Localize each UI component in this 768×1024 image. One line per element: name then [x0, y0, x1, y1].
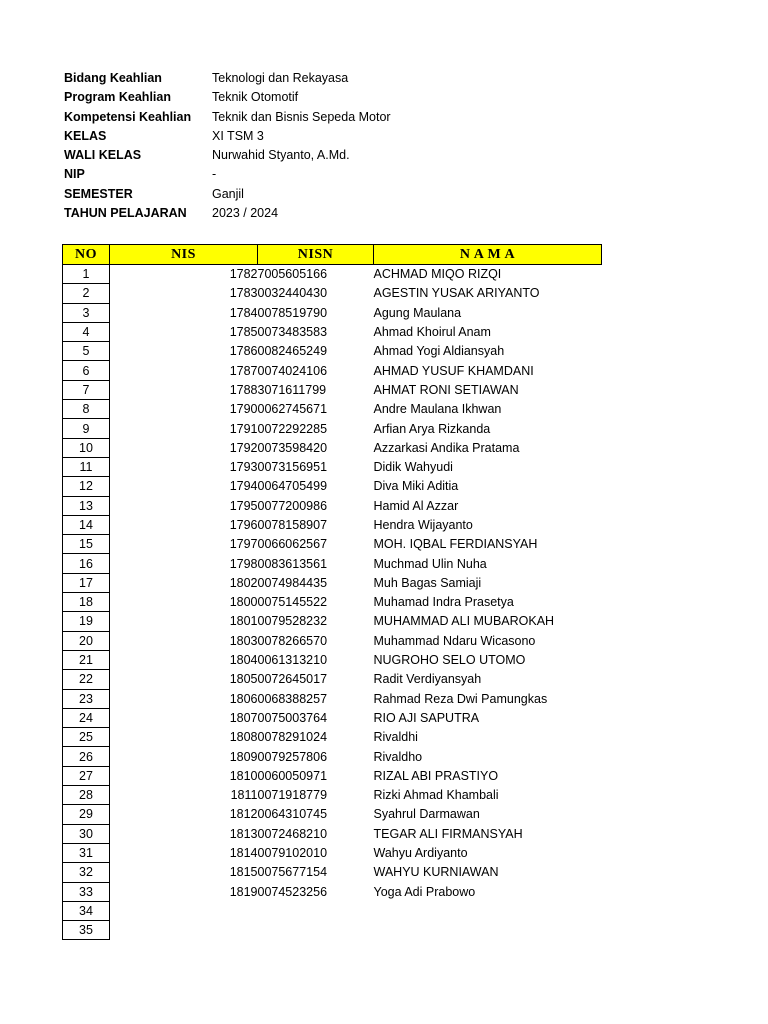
info-value: 2023 / 2024: [212, 206, 279, 221]
table-row: [63, 515, 602, 534]
cell-nama: Radit Verdiyansyah: [373, 672, 482, 687]
table-row: [63, 901, 602, 920]
cell-nisn: 0073598420: [257, 440, 328, 455]
cell-nama: RIZAL ABI PRASTIYO: [373, 768, 499, 783]
info-row: [64, 69, 391, 88]
cell-nama: Hamid Al Azzar: [373, 498, 459, 513]
cell-no: 29: [63, 805, 110, 824]
table-row: [63, 361, 602, 380]
table-row: [63, 284, 602, 303]
cell-nama: Muh Bagas Samiaji: [373, 575, 482, 590]
cell-no: 33: [63, 882, 110, 901]
info-row: [64, 88, 391, 107]
cell-no: 1: [63, 265, 110, 284]
cell-nama: WAHYU KURNIAWAN: [373, 865, 499, 880]
cell-nama: ACHMAD MIQO RIZQI: [373, 267, 502, 282]
table-row: [63, 419, 602, 438]
cell-no: 32: [63, 863, 110, 882]
info-label: NIP: [64, 167, 85, 182]
cell-nisn: 0074523256: [257, 884, 328, 899]
cell-nama: Agung Maulana: [373, 305, 462, 320]
cell-nama: Ahmad Khoirul Anam: [373, 325, 491, 340]
table-row: [63, 824, 602, 843]
cell-no: 7: [63, 380, 110, 399]
cell-no: 17: [63, 573, 110, 592]
cell-nisn: 0062745671: [257, 402, 328, 417]
cell-nama: MOH. IQBAL FERDIANSYAH: [373, 537, 538, 552]
cell-nis: 1795: [229, 498, 258, 513]
cell-nis: 1792: [229, 440, 258, 455]
cell-nis: 1783: [229, 286, 258, 301]
info-value: Teknik dan Bisnis Sepeda Motor: [212, 109, 391, 124]
cell-no: 22: [63, 670, 110, 689]
cell-nisn: 0072292285: [257, 421, 328, 436]
cell-nisn: 0071918779: [257, 788, 328, 803]
cell-nis: 1803: [229, 633, 258, 648]
cell-nisn: 0064310745: [257, 807, 328, 822]
cell-nis: 1787: [229, 363, 258, 378]
cell-no: 20: [63, 631, 110, 650]
table-row: [63, 670, 602, 689]
info-label: KELAS: [64, 128, 107, 143]
cell-nama: Muchmad Ulin Nuha: [373, 556, 487, 571]
cell-no: 15: [63, 535, 110, 554]
info-label: WALI KELAS: [64, 148, 142, 163]
cell-nisn: 7005605166: [257, 267, 328, 282]
table-row: [63, 631, 602, 650]
info-label: Bidang Keahlian: [64, 71, 162, 85]
table-row: [63, 843, 602, 862]
cell-nis: 1782: [229, 267, 258, 282]
cell-nama: AHMAT RONI SETIAWAN: [373, 382, 519, 397]
info-value: -: [212, 167, 217, 182]
cell-nis: 1788: [229, 382, 258, 397]
cell-nisn: 0066062567: [257, 537, 328, 552]
cell-no: 3: [63, 303, 110, 322]
cell-nama: AGESTIN YUSAK ARIYANTO: [373, 286, 540, 301]
cell-nama: Muhamad Indra Prasetya: [373, 595, 514, 610]
cell-nisn: 0061313210: [257, 653, 328, 668]
cell-nama: Syahrul Darmawan: [373, 807, 480, 822]
cell-nama: Hendra Wijayanto: [373, 518, 473, 532]
cell-nis: 1794: [229, 479, 258, 494]
cell-nis: 1813: [229, 826, 258, 841]
cell-nama: Rivaldhi: [373, 730, 418, 745]
cell-nisn: 0073483583: [257, 325, 328, 340]
info-row: [64, 146, 391, 165]
cell-nama: Wahyu Ardiyanto: [373, 846, 468, 861]
cell-nama: RIO AJI SAPUTRA: [373, 710, 480, 725]
table-row: [63, 380, 602, 399]
cell-nama: TEGAR ALI FIRMANSYAH: [373, 826, 523, 841]
cell-nisn: 0082465249: [257, 344, 328, 359]
header-nama: N A M A: [374, 245, 602, 265]
cell-nama: Rahmad Reza Dwi Pamungkas: [373, 691, 548, 706]
cell-nama: Rizki Ahmad Khambali: [373, 788, 499, 803]
cell-nama: MUHAMMAD ALI MUBAROKAH: [373, 614, 555, 629]
table-row: [63, 728, 602, 747]
cell-nis: 1793: [229, 460, 258, 475]
cell-nisn: 0072645017: [257, 672, 328, 687]
cell-no: 10: [63, 438, 110, 457]
info-row: [64, 204, 391, 223]
cell-nisn: 0083613561: [257, 556, 328, 571]
table-row: [63, 496, 602, 515]
cell-nama: Andre Maulana Ikhwan: [373, 402, 502, 417]
header-nis: NIS: [110, 245, 258, 265]
student-roster-table: [62, 244, 602, 940]
cell-no: 13: [63, 496, 110, 515]
cell-no: 30: [63, 824, 110, 843]
info-label: TAHUN PELAJARAN: [64, 206, 187, 221]
cell-no: 2: [63, 284, 110, 303]
table-row: [63, 535, 602, 554]
info-label: Kompetensi Keahlian: [64, 109, 192, 124]
cell-nama: Ahmad Yogi Aldiansyah: [373, 344, 505, 359]
cell-nis: 1804: [229, 653, 258, 668]
cell-nisn: 0072468210: [257, 826, 328, 841]
cell-nis: 1802: [229, 575, 258, 590]
cell-nis: 1785: [229, 325, 258, 340]
cell-nisn: [258, 921, 374, 940]
table-row: [63, 265, 602, 284]
cell-nis: [110, 901, 258, 920]
cell-nis: 1797: [229, 537, 258, 552]
header-no: NO: [63, 245, 110, 265]
info-value: Nurwahid Styanto, A.Md.: [212, 148, 350, 163]
cell-no: 11: [63, 457, 110, 476]
info-row: [64, 185, 391, 204]
cell-nis: 1814: [229, 846, 258, 861]
table-header-row: [63, 245, 602, 265]
cell-no: 23: [63, 689, 110, 708]
cell-no: 4: [63, 322, 110, 341]
table-row: [63, 612, 602, 631]
cell-nisn: 0074024106: [257, 363, 328, 378]
cell-no: 35: [63, 921, 110, 940]
cell-nama: NUGROHO SELO UTOMO: [373, 653, 526, 668]
cell-nisn: [258, 901, 374, 920]
cell-nama: [374, 901, 602, 920]
cell-nisn: 0078266570: [257, 633, 328, 648]
cell-nis: 1812: [229, 807, 258, 822]
table-row: [63, 863, 602, 882]
cell-nama: Didik Wahyudi: [373, 460, 453, 475]
cell-nisn: 0078291024: [257, 730, 328, 745]
cell-no: 28: [63, 786, 110, 805]
info-row: [64, 165, 391, 184]
table-row: [63, 477, 602, 496]
cell-nisn: 3071611799: [257, 382, 327, 397]
cell-no: 24: [63, 708, 110, 727]
info-row: [64, 127, 391, 146]
info-value: XI TSM 3: [212, 128, 264, 143]
cell-nisn: 0075145522: [257, 595, 328, 610]
cell-nama: Arfian Arya Rizkanda: [373, 421, 491, 436]
cell-nis: 1790: [229, 402, 258, 417]
table-row: [63, 342, 602, 361]
info-value: Ganjil: [212, 186, 244, 201]
cell-nis: 1808: [229, 730, 258, 745]
info-label: SEMESTER: [64, 186, 133, 201]
cell-no: 25: [63, 728, 110, 747]
cell-nama: [374, 921, 602, 940]
cell-nis: [110, 921, 258, 940]
table-row: [63, 689, 602, 708]
cell-no: 21: [63, 650, 110, 669]
table-row: [63, 786, 602, 805]
cell-nama: Azzarkasi Andika Pratama: [373, 440, 520, 455]
cell-nama: AHMAD YUSUF KHAMDANI: [373, 363, 534, 378]
table-row: [63, 921, 602, 940]
cell-no: 34: [63, 901, 110, 920]
cell-no: 19: [63, 612, 110, 631]
table-row: [63, 650, 602, 669]
cell-nis: 1791: [229, 421, 258, 436]
info-row: [64, 108, 391, 127]
cell-nis: 1811: [230, 788, 258, 803]
cell-nisn: 0064705499: [257, 479, 328, 494]
cell-no: 12: [63, 477, 110, 496]
info-value: Teknik Otomotif: [212, 90, 299, 105]
table-row: [63, 805, 602, 824]
cell-no: 6: [63, 361, 110, 380]
table-row: [63, 766, 602, 785]
cell-nisn: 0077200986: [257, 498, 328, 513]
cell-no: 27: [63, 766, 110, 785]
table-row: [63, 593, 602, 612]
table-row: [63, 438, 602, 457]
cell-no: 14: [63, 515, 110, 534]
cell-nisn: 0074984435: [257, 575, 328, 590]
cell-nis: 1806: [229, 691, 258, 706]
cell-nis: 1819: [229, 884, 258, 899]
info-label: Program Keahlian: [64, 90, 171, 105]
cell-no: 8: [63, 400, 110, 419]
cell-nis: 1805: [229, 672, 258, 687]
cell-nisn: 0068388257: [257, 691, 328, 706]
cell-nis: 1800: [229, 595, 258, 610]
table-row: [63, 400, 602, 419]
cell-nis: 1784: [229, 305, 258, 320]
cell-no: 31: [63, 843, 110, 862]
cell-no: 16: [63, 554, 110, 573]
cell-nisn: 0060050971: [257, 768, 328, 783]
info-value: Teknologi dan Rekayasa: [212, 71, 349, 85]
table-row: [63, 303, 602, 322]
table-row: [63, 322, 602, 341]
class-info-block: [64, 69, 391, 223]
cell-nisn: 0078519790: [257, 305, 328, 320]
table-row: [63, 554, 602, 573]
cell-nisn: 0078158907: [257, 518, 328, 532]
cell-nisn: 0075677154: [257, 865, 328, 880]
cell-nis: 1796: [229, 518, 258, 532]
cell-nisn: 0032440430: [257, 286, 328, 301]
table-row: [63, 882, 602, 901]
cell-nis: 1807: [229, 710, 258, 725]
table-row: [63, 747, 602, 766]
cell-nama: Muhammad Ndaru Wicasono: [373, 633, 536, 648]
cell-nisn: 0079528232: [257, 614, 328, 629]
cell-nis: 1809: [229, 749, 258, 764]
cell-nis: 1815: [229, 865, 258, 880]
cell-nis: 1786: [229, 344, 258, 359]
cell-nisn: 0075003764: [257, 710, 328, 725]
cell-nama: Yoga Adi Prabowo: [373, 884, 476, 899]
cell-nisn: 0073156951: [257, 460, 328, 475]
header-nisn: NISN: [258, 245, 374, 265]
cell-no: 18: [63, 593, 110, 612]
cell-nisn: 0079102010: [257, 846, 328, 861]
cell-nis: 1798: [229, 556, 258, 571]
cell-no: 5: [63, 342, 110, 361]
cell-nis: 1810: [229, 768, 258, 783]
table-row: [63, 457, 602, 476]
cell-nama: Rivaldho: [373, 749, 423, 764]
cell-no: 9: [63, 419, 110, 438]
table-row: [63, 573, 602, 592]
cell-nisn: 0079257806: [257, 749, 328, 764]
cell-no: 26: [63, 747, 110, 766]
cell-nis: 1801: [229, 614, 258, 629]
table-row: [63, 708, 602, 727]
cell-nama: Diva Miki Aditia: [373, 479, 459, 494]
